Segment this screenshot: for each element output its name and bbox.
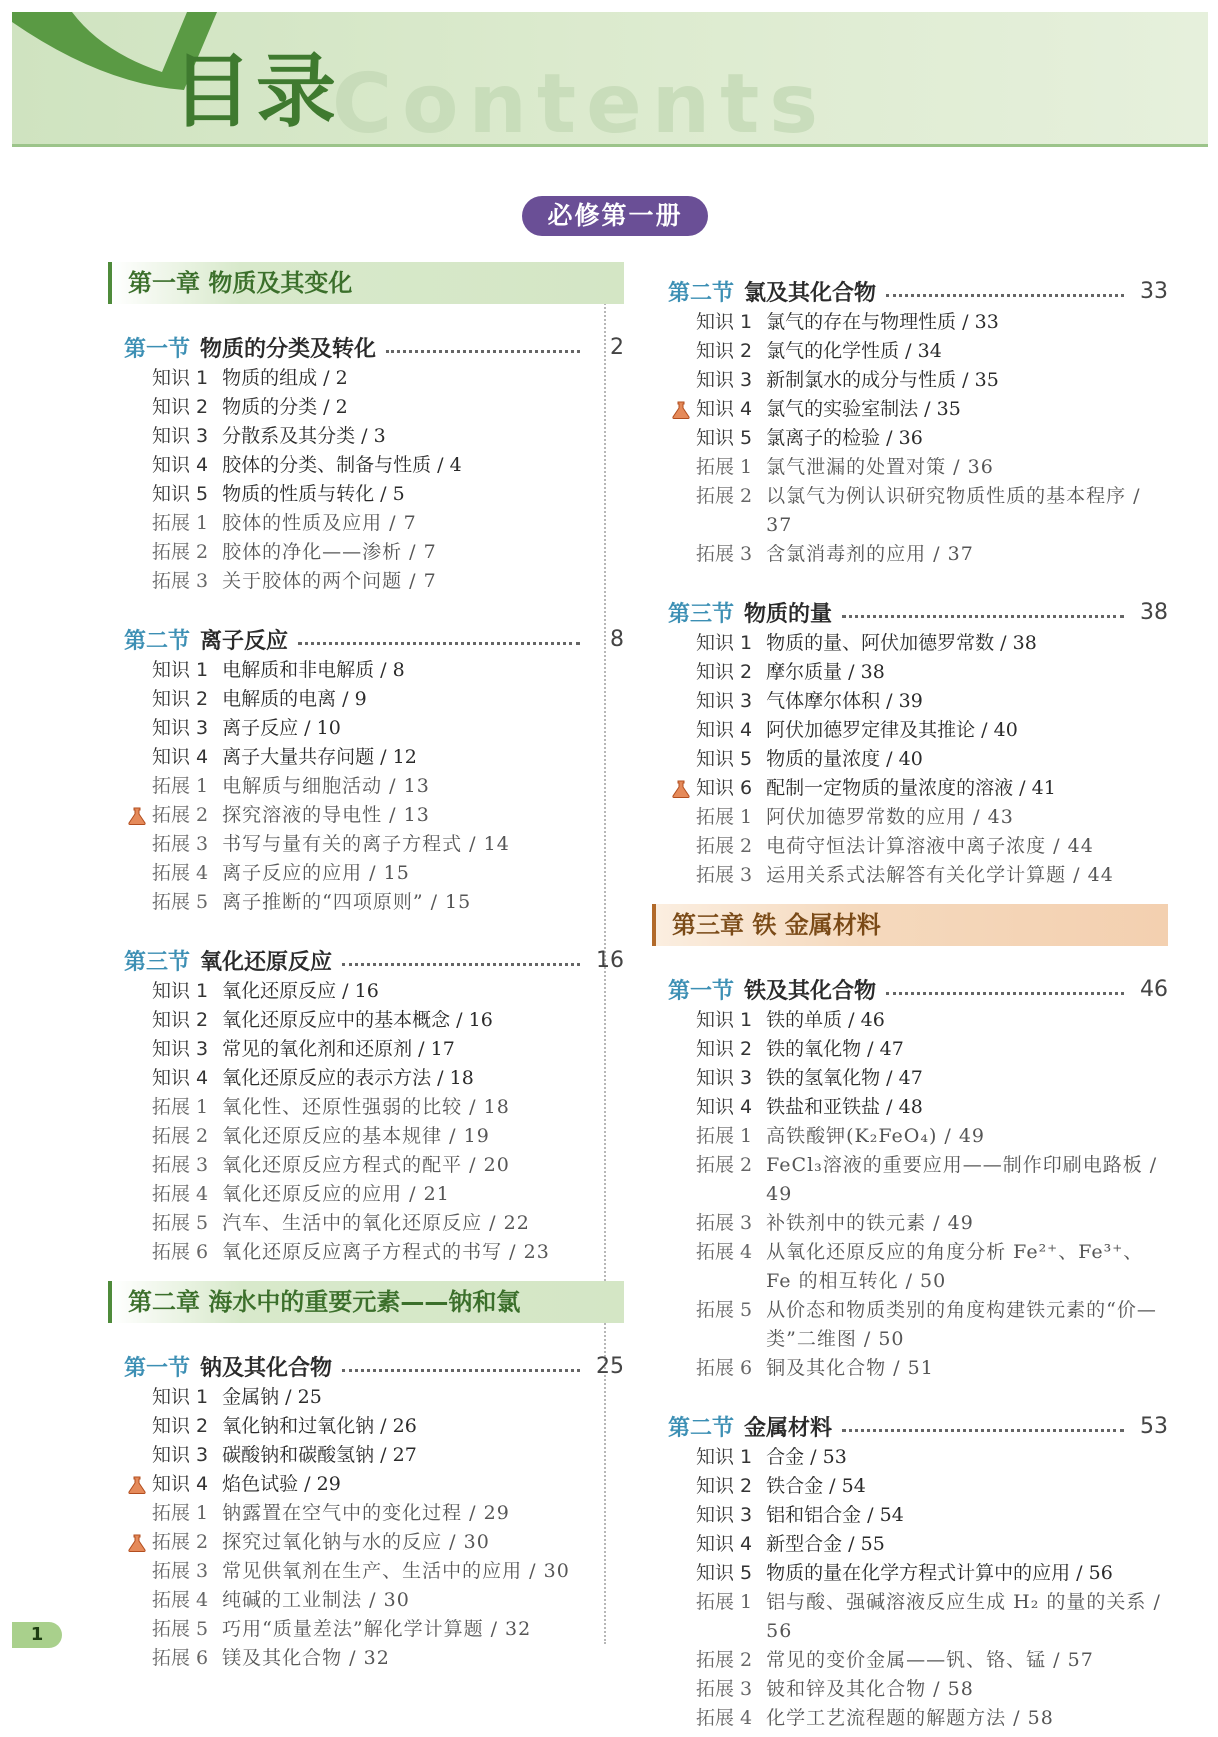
knowledge-item xyxy=(648,366,1168,395)
section-gap xyxy=(648,1383,1168,1397)
knowledge-item xyxy=(648,1472,1168,1501)
item-text: 物质的性质与转化 / 5 xyxy=(222,483,405,505)
item-text: 氯气泄漏的处置对策 / 36 xyxy=(766,456,994,478)
item-tag: 知识 3 xyxy=(696,369,753,391)
section-title: 氧化还原反应 xyxy=(200,949,333,975)
knowledge-item xyxy=(648,1006,1168,1035)
extension-item xyxy=(648,1122,1168,1151)
extension-item xyxy=(104,1238,624,1267)
item-tag: 知识 4 xyxy=(152,1473,209,1495)
knowledge-item xyxy=(648,1035,1168,1064)
item-text: 氯气的实验室制法 / 35 xyxy=(766,398,961,420)
item-text: 铜及其化合物 / 51 xyxy=(766,1357,934,1379)
extension-item xyxy=(648,1704,1168,1733)
section-title: 金属材料 xyxy=(744,1415,833,1441)
knowledge-item xyxy=(104,977,624,1006)
section-heading xyxy=(648,972,1168,1006)
section-title: 氯及其化合物 xyxy=(744,280,877,306)
item-text: 补铁剂中的铁元素 / 49 xyxy=(766,1212,974,1234)
item-text: 常见供氧剂在生产、生活中的应用 / 30 xyxy=(222,1560,570,1582)
extension-item xyxy=(104,509,624,538)
item-tag: 知识 3 xyxy=(696,1504,753,1526)
knowledge-item xyxy=(648,337,1168,366)
knowledge-item xyxy=(104,1441,624,1470)
section-page: 16 xyxy=(596,947,624,973)
item-text: 物质的分类 / 2 xyxy=(222,396,348,418)
item-text: 以氯气为例认识研究物质性质的基本程序 / 37 xyxy=(766,485,1141,536)
item-text: 新型合金 / 55 xyxy=(766,1533,885,1555)
item-text: 氧化还原反应 / 16 xyxy=(222,980,379,1002)
knowledge-item xyxy=(648,1064,1168,1093)
item-tag: 知识 1 xyxy=(696,1009,753,1031)
section-page: 46 xyxy=(1140,976,1168,1002)
extension-item xyxy=(104,1151,624,1180)
section-gap xyxy=(104,596,624,610)
item-text: 物质的量、阿伏加德罗常数 / 38 xyxy=(766,632,1037,654)
knowledge-item xyxy=(104,1412,624,1441)
knowledge-item xyxy=(648,1443,1168,1472)
item-tag: 拓展 2 xyxy=(696,1154,753,1176)
section-gap xyxy=(648,569,1168,583)
section-gap xyxy=(104,917,624,931)
extension-item xyxy=(104,567,624,596)
item-tag: 拓展 3 xyxy=(152,1154,209,1176)
extension-item xyxy=(104,772,624,801)
section-heading xyxy=(648,595,1168,629)
section-title: 物质的分类及转化 xyxy=(200,336,377,362)
item-tag: 拓展 2 xyxy=(696,835,753,857)
section-gap xyxy=(104,304,624,318)
knowledge-item xyxy=(104,451,624,480)
knowledge-item xyxy=(104,1006,624,1035)
item-tag: 拓展 6 xyxy=(152,1241,209,1263)
knowledge-item xyxy=(104,714,624,743)
item-text: 氧化性、还原性强弱的比较 / 18 xyxy=(222,1096,510,1118)
knowledge-item xyxy=(648,424,1168,453)
leader-dots xyxy=(386,350,580,353)
item-tag: 拓展 2 xyxy=(152,804,209,826)
item-text: 常见的氧化剂和还原剂 / 17 xyxy=(222,1038,455,1060)
item-tag: 拓展 2 xyxy=(152,541,209,563)
leader-dots xyxy=(342,963,580,966)
knowledge-item xyxy=(648,395,1168,424)
item-tag: 拓展 1 xyxy=(152,512,209,534)
item-text: 氧化还原反应的基本规律 / 19 xyxy=(222,1125,490,1147)
item-tag: 拓展 3 xyxy=(696,1212,753,1234)
item-text: 氧化还原反应方程式的配平 / 20 xyxy=(222,1154,510,1176)
extension-item xyxy=(648,1588,1168,1646)
knowledge-item xyxy=(648,687,1168,716)
item-text: 氧化还原反应离子方程式的书写 / 23 xyxy=(222,1241,550,1263)
extension-item xyxy=(104,888,624,917)
item-tag: 知识 3 xyxy=(696,1067,753,1089)
item-tag: 知识 1 xyxy=(152,659,209,681)
extension-item xyxy=(648,540,1168,569)
item-tag: 拓展 2 xyxy=(696,485,753,507)
extension-item xyxy=(648,1151,1168,1209)
extension-item xyxy=(104,1528,624,1557)
item-text: 铁合金 / 54 xyxy=(766,1475,866,1497)
knowledge-item xyxy=(104,685,624,714)
knowledge-item xyxy=(104,422,624,451)
item-tag: 拓展 3 xyxy=(152,1560,209,1582)
item-text: 从氧化还原反应的角度分析 Fe²⁺、Fe³⁺、Fe 的相互转化 / 50 xyxy=(766,1241,1144,1292)
section-heading xyxy=(648,1409,1168,1443)
knowledge-item xyxy=(104,393,624,422)
item-text: 氯气的存在与物理性质 / 33 xyxy=(766,311,999,333)
item-text: 纯碱的工业制法 / 30 xyxy=(222,1589,410,1611)
section-title: 钠及其化合物 xyxy=(200,1355,333,1381)
item-text: 探究过氧化钠与水的反应 / 30 xyxy=(222,1531,490,1553)
extension-item xyxy=(104,1093,624,1122)
item-text: 氯离子的检验 / 36 xyxy=(766,427,923,449)
knowledge-item xyxy=(648,308,1168,337)
item-text: 氧化钠和过氧化钠 / 26 xyxy=(222,1415,417,1437)
item-tag: 拓展 4 xyxy=(696,1241,753,1263)
flask-icon xyxy=(672,780,690,798)
extension-item xyxy=(104,1499,624,1528)
item-text: 新制氯水的成分与性质 / 35 xyxy=(766,369,999,391)
section-number: 第一节 xyxy=(124,336,191,362)
knowledge-item xyxy=(648,1501,1168,1530)
section-page: 25 xyxy=(596,1353,624,1379)
section-page: 33 xyxy=(1140,278,1168,304)
item-text: 常见的变价金属——钒、铬、锰 / 57 xyxy=(766,1649,1094,1671)
item-text: 铁盐和亚铁盐 / 48 xyxy=(766,1096,923,1118)
chapter-gap xyxy=(104,1267,624,1281)
item-text: 铝和铝合金 / 54 xyxy=(766,1504,904,1526)
section-page: 2 xyxy=(610,334,624,360)
section-gap xyxy=(104,1323,624,1337)
knowledge-item xyxy=(104,656,624,685)
knowledge-item xyxy=(104,1470,624,1499)
item-tag: 拓展 3 xyxy=(696,1678,753,1700)
section-gap xyxy=(648,946,1168,960)
section-number: 第一节 xyxy=(124,1355,191,1381)
item-tag: 知识 1 xyxy=(696,311,753,333)
item-tag: 知识 4 xyxy=(696,1533,753,1555)
item-text: 书写与量有关的离子方程式 / 14 xyxy=(222,833,510,855)
item-tag: 拓展 1 xyxy=(696,1591,753,1613)
item-tag: 知识 4 xyxy=(696,398,753,420)
item-tag: 拓展 6 xyxy=(696,1357,753,1379)
item-text: 胶体的净化——渗析 / 7 xyxy=(222,541,437,563)
item-text: 金属钠 / 25 xyxy=(222,1386,322,1408)
item-tag: 拓展 1 xyxy=(152,775,209,797)
section-title: 物质的量 xyxy=(744,601,833,627)
chapter-gap xyxy=(648,890,1168,904)
item-text: 物质的量浓度 / 40 xyxy=(766,748,923,770)
item-tag: 知识 2 xyxy=(696,1475,753,1497)
item-tag: 知识 2 xyxy=(152,688,209,710)
item-tag: 拓展 5 xyxy=(152,1212,209,1234)
section-heading xyxy=(104,943,624,977)
item-text: 高铁酸钾(K₂FeO₄) / 49 xyxy=(766,1125,986,1147)
item-text: 镁及其化合物 / 32 xyxy=(222,1647,390,1669)
extension-item xyxy=(648,1646,1168,1675)
extension-item xyxy=(104,1122,624,1151)
flask-icon xyxy=(128,807,146,825)
section-number: 第二节 xyxy=(124,628,191,654)
chapter-heading: 第三章 铁 金属材料 xyxy=(652,904,1168,946)
item-tag: 拓展 3 xyxy=(696,543,753,565)
leader-dots xyxy=(842,615,1124,618)
item-tag: 知识 2 xyxy=(696,661,753,683)
item-tag: 拓展 6 xyxy=(152,1647,209,1669)
item-tag: 知识 5 xyxy=(696,427,753,449)
page-title: 目录 xyxy=(172,45,340,138)
extension-item xyxy=(648,482,1168,540)
item-tag: 拓展 3 xyxy=(152,833,209,855)
knowledge-item xyxy=(104,1383,624,1412)
extension-item xyxy=(104,1586,624,1615)
extension-item xyxy=(104,801,624,830)
extension-item xyxy=(104,538,624,567)
item-tag: 知识 1 xyxy=(152,1386,209,1408)
knowledge-item xyxy=(104,1064,624,1093)
item-text: 氯气的化学性质 / 34 xyxy=(766,340,942,362)
item-tag: 拓展 1 xyxy=(152,1502,209,1524)
item-text: 探究溶液的导电性 / 13 xyxy=(222,804,430,826)
extension-item xyxy=(104,859,624,888)
item-text: 阿伏加德罗定律及其推论 / 40 xyxy=(766,719,1018,741)
leader-dots xyxy=(842,1429,1124,1432)
right-column xyxy=(648,262,1168,1733)
item-text: 阿伏加德罗常数的应用 / 43 xyxy=(766,806,1014,828)
volume-label: 必修第一册 xyxy=(522,196,708,236)
knowledge-item xyxy=(648,745,1168,774)
item-text: 物质的组成 / 2 xyxy=(222,367,348,389)
item-tag: 拓展 5 xyxy=(152,891,209,913)
item-text: FeCl₃溶液的重要应用——制作印刷电路板 / 49 xyxy=(766,1154,1158,1205)
page-number: 1 xyxy=(12,1622,62,1648)
item-tag: 知识 3 xyxy=(696,690,753,712)
extension-item xyxy=(104,830,624,859)
item-text: 氧化还原反应的应用 / 21 xyxy=(222,1183,450,1205)
item-tag: 知识 4 xyxy=(152,454,209,476)
section-number: 第二节 xyxy=(668,280,735,306)
item-tag: 拓展 4 xyxy=(696,1707,753,1729)
item-tag: 知识 1 xyxy=(696,1446,753,1468)
item-tag: 拓展 1 xyxy=(696,456,753,478)
section-number: 第二节 xyxy=(668,1415,735,1441)
item-text: 关于胶体的两个问题 / 7 xyxy=(222,570,437,592)
item-text: 铁的单质 / 46 xyxy=(766,1009,885,1031)
chapter-heading: 第二章 海水中的重要元素——钠和氯 xyxy=(108,1281,624,1323)
item-text: 合金 / 53 xyxy=(766,1446,847,1468)
item-text: 钠露置在空气中的变化过程 / 29 xyxy=(222,1502,510,1524)
item-tag: 知识 3 xyxy=(152,1038,209,1060)
section-heading xyxy=(104,330,624,364)
item-tag: 拓展 3 xyxy=(696,864,753,886)
item-text: 巧用“质量差法”解化学计算题 / 32 xyxy=(222,1618,532,1640)
item-text: 含氯消毒剂的应用 / 37 xyxy=(766,543,974,565)
item-text: 分散系及其分类 / 3 xyxy=(222,425,386,447)
item-tag: 知识 2 xyxy=(696,1038,753,1060)
extension-item xyxy=(648,1238,1168,1296)
chapter-heading: 第一章 物质及其变化 xyxy=(108,262,624,304)
knowledge-item xyxy=(648,1093,1168,1122)
item-tag: 知识 1 xyxy=(152,980,209,1002)
item-tag: 知识 3 xyxy=(152,1444,209,1466)
item-tag: 拓展 3 xyxy=(152,570,209,592)
item-text: 汽车、生活中的氧化还原反应 / 22 xyxy=(222,1212,530,1234)
item-text: 氧化还原反应中的基本概念 / 16 xyxy=(222,1009,493,1031)
flask-icon xyxy=(128,1476,146,1494)
flask-icon xyxy=(672,401,690,419)
item-text: 气体摩尔体积 / 39 xyxy=(766,690,923,712)
leader-dots xyxy=(886,992,1124,995)
item-text: 摩尔质量 / 38 xyxy=(766,661,885,683)
item-text: 胶体的性质及应用 / 7 xyxy=(222,512,417,534)
item-text: 铍和锌及其化合物 / 58 xyxy=(766,1678,974,1700)
leader-dots xyxy=(342,1369,580,1372)
section-heading xyxy=(104,1349,624,1383)
item-tag: 拓展 1 xyxy=(696,806,753,828)
item-tag: 拓展 2 xyxy=(152,1125,209,1147)
item-tag: 拓展 2 xyxy=(696,1649,753,1671)
item-tag: 知识 1 xyxy=(696,632,753,654)
item-tag: 知识 3 xyxy=(152,717,209,739)
item-tag: 拓展 2 xyxy=(152,1531,209,1553)
knowledge-item xyxy=(648,629,1168,658)
knowledge-item xyxy=(104,743,624,772)
item-text: 化学工艺流程题的解题方法 / 58 xyxy=(766,1707,1054,1729)
extension-item xyxy=(648,1354,1168,1383)
extension-item xyxy=(104,1209,624,1238)
knowledge-item xyxy=(104,1035,624,1064)
section-number: 第三节 xyxy=(668,601,735,627)
extension-item xyxy=(104,1180,624,1209)
item-tag: 知识 4 xyxy=(152,746,209,768)
section-title: 离子反应 xyxy=(200,628,289,654)
item-text: 从价态和物质类别的角度构建铁元素的“价—类”二维图 / 50 xyxy=(766,1299,1157,1350)
knowledge-item xyxy=(648,1530,1168,1559)
extension-item xyxy=(104,1557,624,1586)
item-text: 碳酸钠和碳酸氢钠 / 27 xyxy=(222,1444,417,1466)
section-page: 8 xyxy=(610,626,624,652)
item-text: 铁的氢氧化物 / 47 xyxy=(766,1067,923,1089)
item-tag: 知识 2 xyxy=(152,396,209,418)
section-heading xyxy=(104,622,624,656)
item-text: 电解质与细胞活动 / 13 xyxy=(222,775,430,797)
title-en: Contents xyxy=(332,57,829,152)
extension-item xyxy=(648,1209,1168,1238)
item-text: 离子大量共存问题 / 12 xyxy=(222,746,417,768)
item-text: 运用关系式法解答有关化学计算题 / 44 xyxy=(766,864,1114,886)
item-tag: 知识 5 xyxy=(696,1562,753,1584)
section-heading xyxy=(648,274,1168,308)
extension-item xyxy=(648,1675,1168,1704)
flask-icon xyxy=(128,1534,146,1552)
extension-item xyxy=(648,453,1168,482)
extension-item xyxy=(104,1644,624,1673)
item-tag: 知识 5 xyxy=(152,483,209,505)
item-tag: 知识 6 xyxy=(696,777,753,799)
item-text: 配制一定物质的量浓度的溶液 / 41 xyxy=(766,777,1056,799)
knowledge-item xyxy=(648,716,1168,745)
knowledge-item xyxy=(648,1559,1168,1588)
item-text: 电荷守恒法计算溶液中离子浓度 / 44 xyxy=(766,835,1094,857)
item-text: 离子推断的“四项原则” / 15 xyxy=(222,891,472,913)
item-tag: 知识 2 xyxy=(696,340,753,362)
extension-item xyxy=(648,861,1168,890)
item-text: 电解质和非电解质 / 8 xyxy=(222,659,405,681)
knowledge-item xyxy=(648,658,1168,687)
section-page: 38 xyxy=(1140,599,1168,625)
section-number: 第一节 xyxy=(668,978,735,1004)
leader-dots xyxy=(298,642,580,645)
section-number: 第三节 xyxy=(124,949,191,975)
item-text: 离子反应 / 10 xyxy=(222,717,341,739)
item-text: 氧化还原反应的表示方法 / 18 xyxy=(222,1067,474,1089)
header-banner xyxy=(12,12,1208,152)
item-tag: 知识 1 xyxy=(152,367,209,389)
item-tag: 知识 2 xyxy=(152,1415,209,1437)
item-text: 物质的量在化学方程式计算中的应用 / 56 xyxy=(766,1562,1113,1584)
item-text: 离子反应的应用 / 15 xyxy=(222,862,410,884)
item-tag: 拓展 5 xyxy=(152,1618,209,1640)
item-tag: 拓展 1 xyxy=(696,1125,753,1147)
item-tag: 拓展 4 xyxy=(152,1589,209,1611)
item-tag: 知识 2 xyxy=(152,1009,209,1031)
item-text: 电解质的电离 / 9 xyxy=(222,688,367,710)
leader-dots xyxy=(886,294,1124,297)
item-tag: 知识 5 xyxy=(696,748,753,770)
extension-item xyxy=(648,832,1168,861)
item-text: 胶体的分类、制备与性质 / 4 xyxy=(222,454,462,476)
left-column xyxy=(104,262,624,1673)
item-tag: 知识 4 xyxy=(696,719,753,741)
extension-item xyxy=(648,803,1168,832)
item-text: 焰色试验 / 29 xyxy=(222,1473,341,1495)
section-title: 铁及其化合物 xyxy=(744,978,877,1004)
item-tag: 拓展 4 xyxy=(152,862,209,884)
item-tag: 知识 4 xyxy=(152,1067,209,1089)
extension-item xyxy=(648,1296,1168,1354)
knowledge-item xyxy=(648,774,1168,803)
item-text: 铝与酸、强碱溶液反应生成 H₂ 的量的关系 / 56 xyxy=(766,1591,1161,1642)
knowledge-item xyxy=(104,480,624,509)
item-tag: 知识 3 xyxy=(152,425,209,447)
knowledge-item xyxy=(104,364,624,393)
item-tag: 拓展 4 xyxy=(152,1183,209,1205)
item-tag: 拓展 1 xyxy=(152,1096,209,1118)
item-tag: 知识 4 xyxy=(696,1096,753,1118)
section-page: 53 xyxy=(1140,1413,1168,1439)
item-tag: 拓展 5 xyxy=(696,1299,753,1321)
extension-item xyxy=(104,1615,624,1644)
item-text: 铁的氧化物 / 47 xyxy=(766,1038,904,1060)
